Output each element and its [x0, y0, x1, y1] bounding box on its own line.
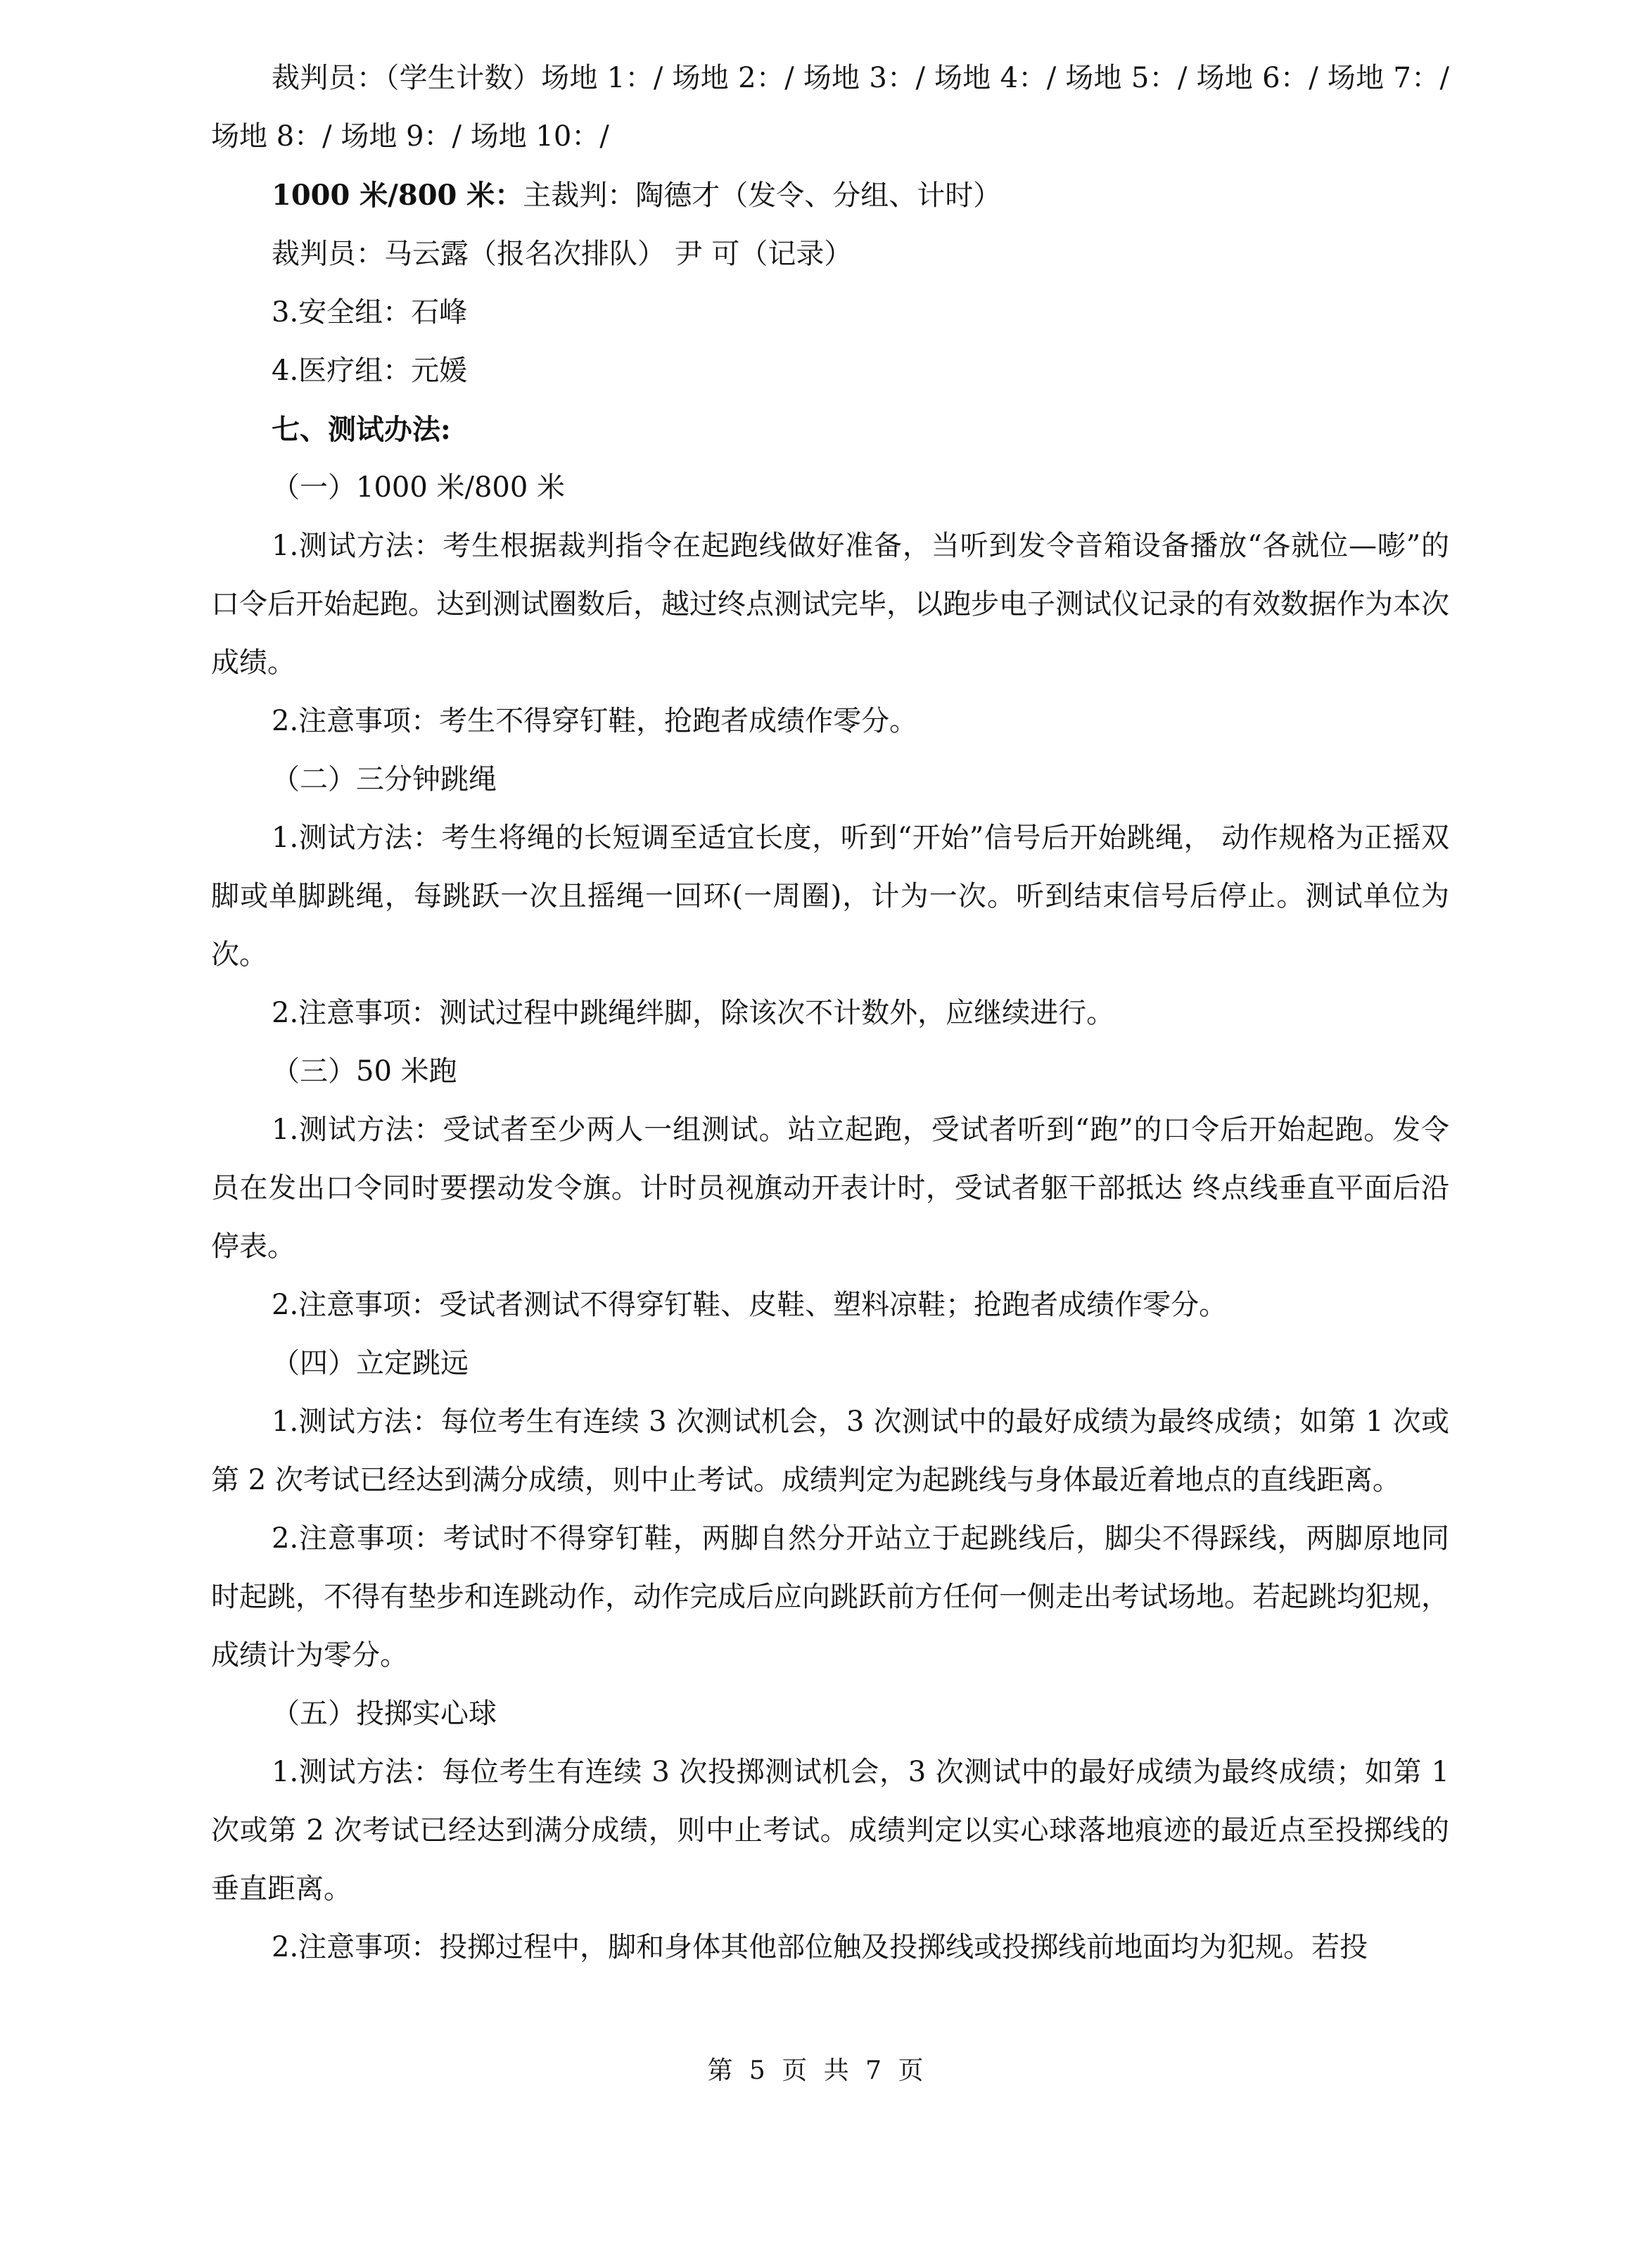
subsection-2-title: （二）三分钟跳绳 [272, 763, 497, 796]
subsection-4-title: （四）立定跳远 [272, 1347, 469, 1380]
subsection-3-note: 2.注意事项：受试者测试不得穿钉鞋、皮鞋、塑料凉鞋；抢跑者成绩作零分。 [272, 1289, 1228, 1321]
document-body [211, 49, 1449, 1977]
subsection-5-title: （五）投掷实心球 [272, 1697, 497, 1730]
subsection-4-method: 1.测试方法：每位考生有连续 3 次测试机会，3 次测试中的最好成绩为最终成绩；如第 1 次或第 2 次考试已经达到满分成绩，则中止考试。成绩判定为起跳线与身体最近着地点的直线距离。 [211, 1406, 1449, 1496]
subsection-1-title: （一）1000 米/800 米 [272, 471, 566, 504]
section-7-heading: 七、测试办法: [272, 413, 451, 446]
subsection-1-note: 2.注意事项：考生不得穿钉鞋，抢跑者成绩作零分。 [272, 705, 918, 737]
subsection-5-note: 2.注意事项：投掷过程中，脚和身体其他部位触及投掷线或投掷线前地面均为犯规。若投 [272, 1931, 1368, 1963]
referees-venues-line: 裁判员：（学生计数）场地 1：/ 场地 2：/ 场地 3：/ 场地 4：/ 场地 5：/ 场地 6：/ 场地 7：/ 场地 8：/ 场地 9：/ 场地 10：/ [211, 62, 1449, 153]
subsection-2-note: 2.注意事项：测试过程中跳绳绊脚，除该次不计数外，应继续进行。 [272, 997, 1115, 1029]
subsection-3-method: 1.测试方法：受试者至少两人一组测试。站立起跑，受试者听到“跑”的口令后开始起跑。发令员在发出口令同时要摆动发令旗。计时员视旗动开表计时，受试者躯干部抵达 终点线垂直平面后沿停表。 [211, 1114, 1449, 1263]
subsection-3-title: （三）50 米跑 [272, 1055, 457, 1088]
subsection-5-method: 1.测试方法：每位考生有连续 3 次投掷测试机会，3 次测试中的最好成绩为最终成绩；如第 1 次或第 2 次考试已经达到满分成绩，则中止考试。成绩判定以实心球落地痕迹的最近点至投掷线的垂直距离。 [211, 1756, 1449, 1905]
run-event-label: 1000 米/800 米： [272, 179, 523, 212]
run-chief-referee: 主裁判：陶德才（发令、分组、计时） [523, 179, 1002, 212]
subsection-2-method: 1.测试方法：考生将绳的长短调至适宜长度，听到“开始”信号后开始跳绳， 动作规格为正摇双脚或单脚跳绳，每跳跃一次且摇绳一回环(一周圈)，计为一次。听到结束信号后停止。测试单位为次。 [211, 822, 1449, 971]
page-footer: 第 5 页 共 7 页 [707, 2056, 928, 2085]
run-chief-referee-line [211, 166, 1449, 225]
safety-group-line: 3.安全组：石峰 [272, 296, 468, 329]
subsection-4-note: 2.注意事项：考试时不得穿钉鞋，两脚自然分开站立于起跳线后，脚尖不得踩线，两脚原地同时起跳，不得有垫步和连跳动作，动作完成后应向跳跃前方任何一侧走出考试场地。若起跳均犯规，成绩计为零分。 [211, 1522, 1449, 1671]
medical-group-line: 4.医疗组：元媛 [272, 355, 468, 387]
subsection-1-method: 1.测试方法：考生根据裁判指令在起跑线做好准备，当听到发令音箱设备播放“各就位—嘭”的口令后开始起跑。达到测试圈数后，越过终点测试完毕，以跑步电子测试仪记录的有效数据作为本次成绩。 [211, 530, 1449, 679]
run-referees-line: 裁判员：马云露（报名次排队） 尹 可（记录） [272, 238, 853, 270]
